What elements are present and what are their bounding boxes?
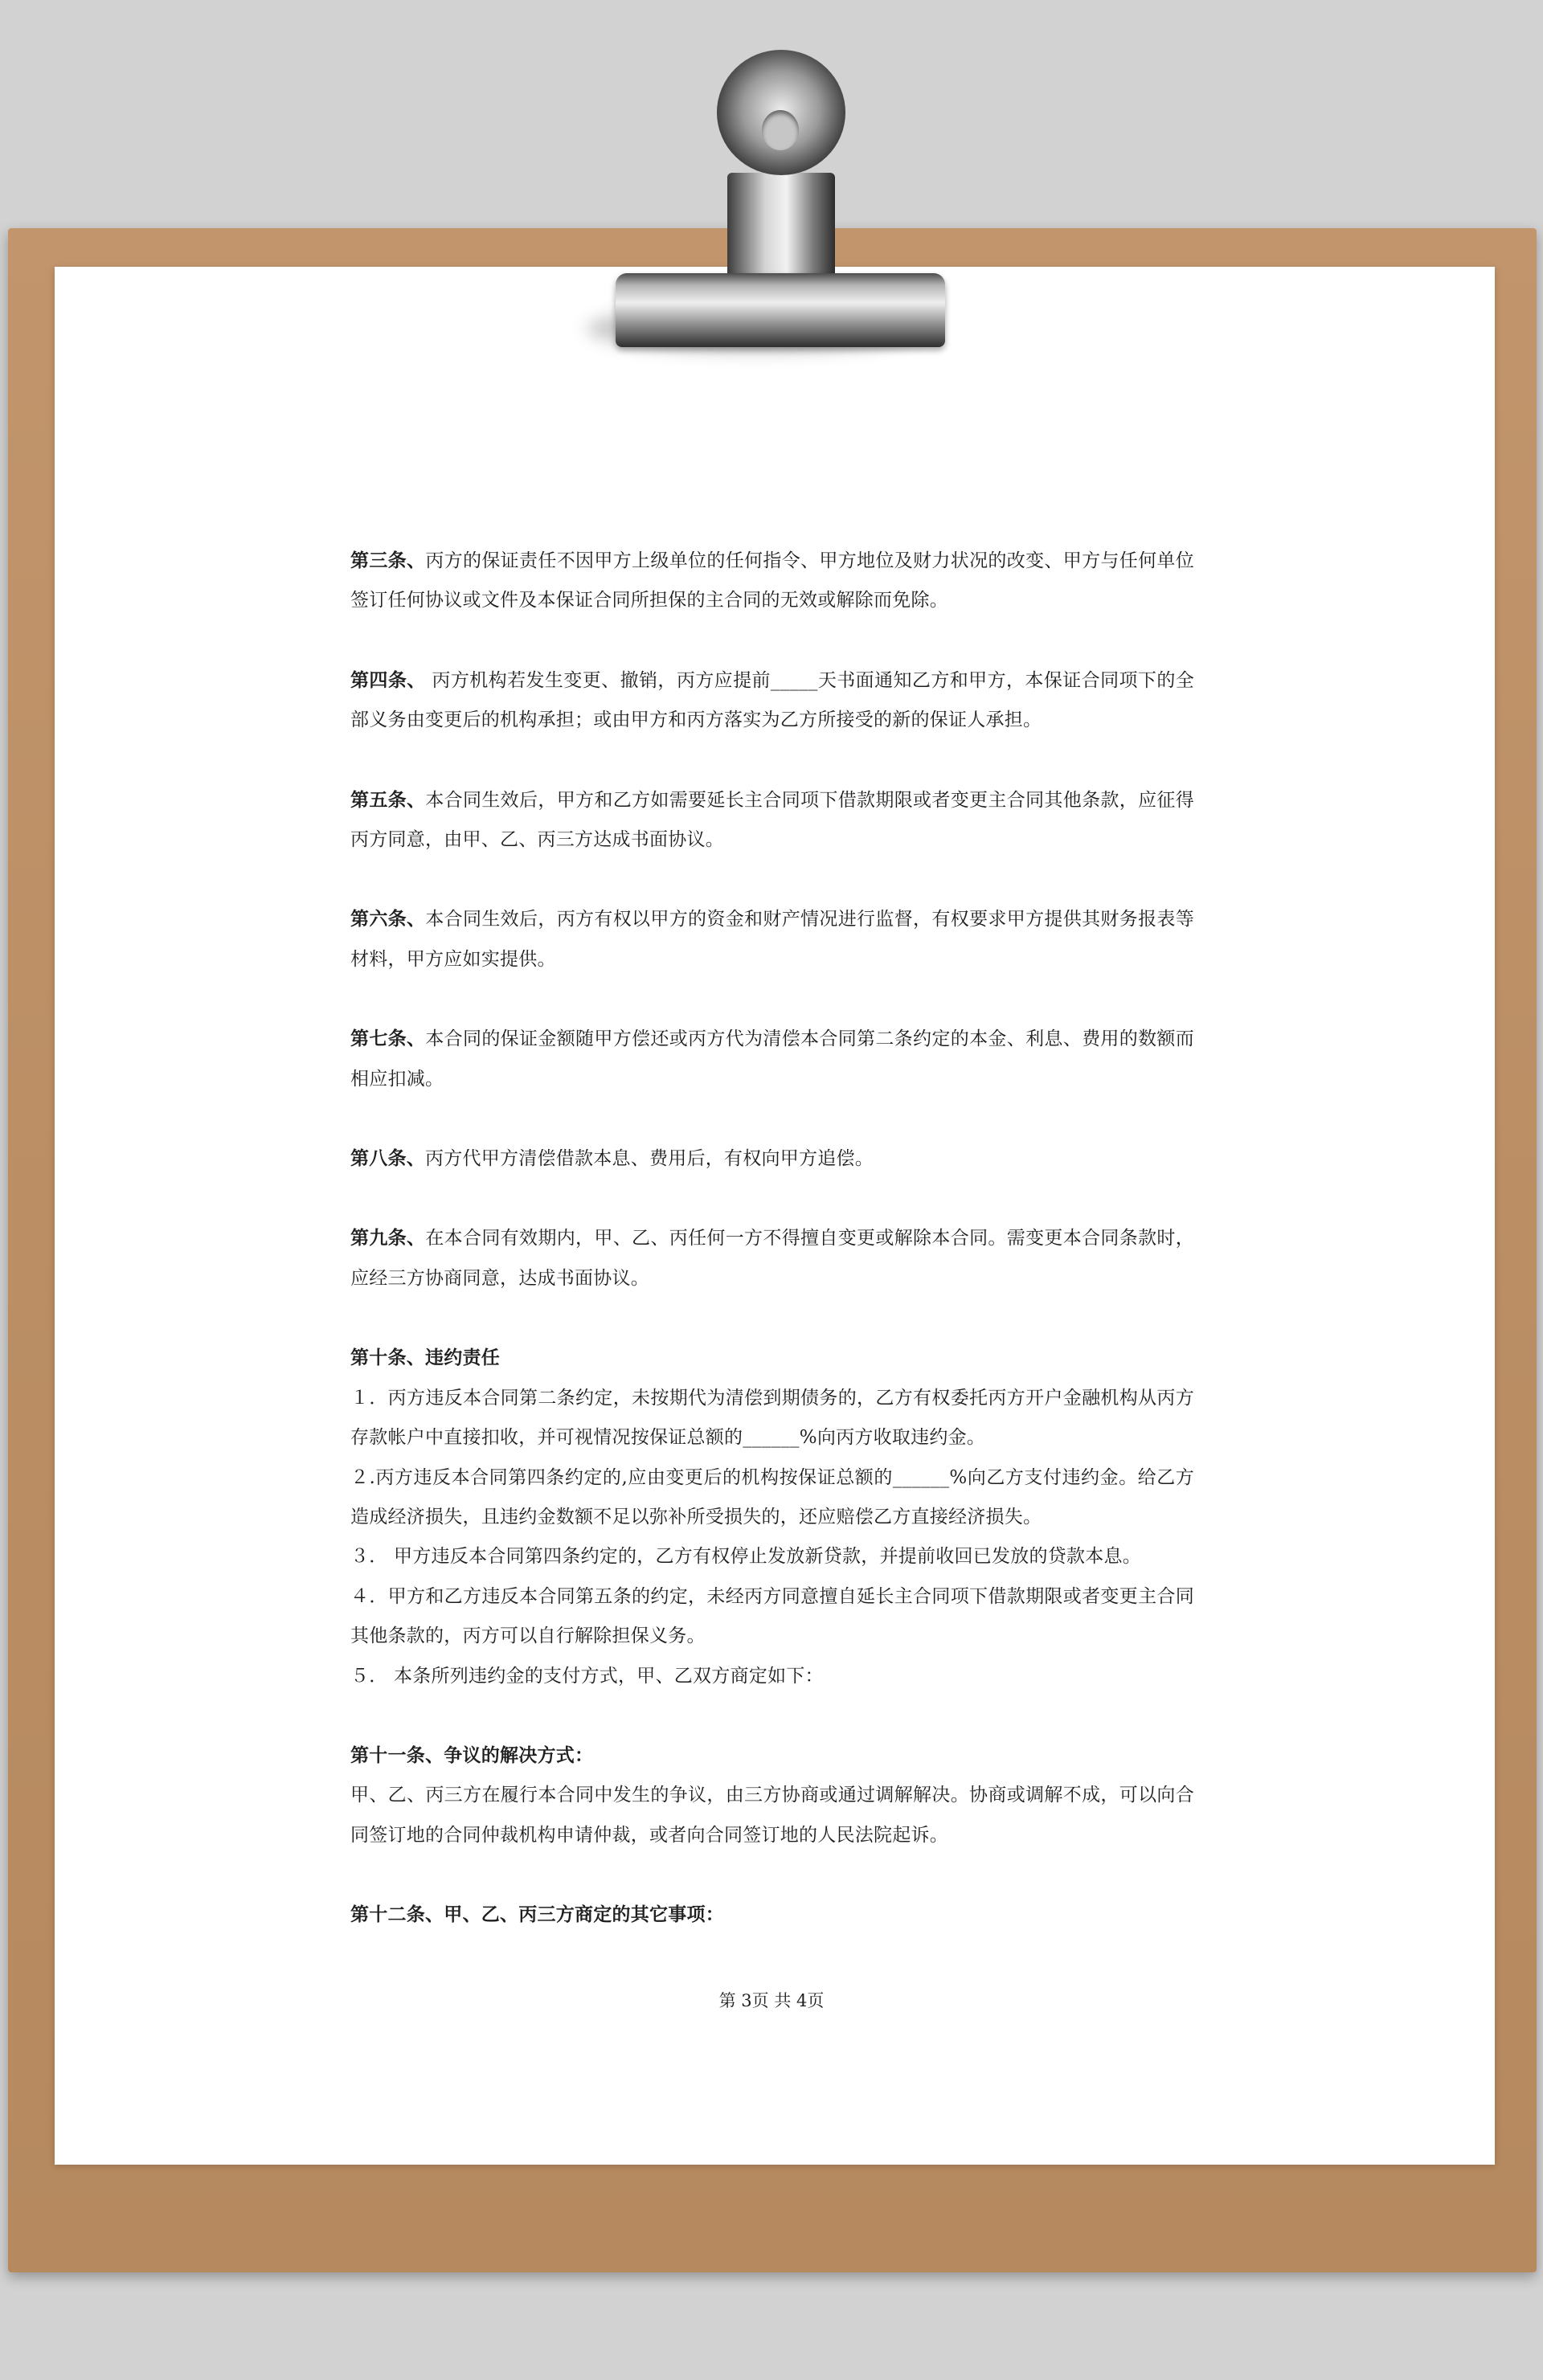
article-5 xyxy=(350,780,1194,861)
binder-clip-stem xyxy=(727,173,835,285)
article-title: 第九条、 xyxy=(350,1227,426,1249)
article-text: 本合同的保证金额随甲方偿还或丙方代为清偿本合同第二条约定的本金、利息、费用的数额而相应扣减。 xyxy=(350,1028,1195,1090)
article-text: 丙方机构若发生变更、撤销，丙方应提前_____天书面通知乙方和甲方，本保证合同项下的全部义务由变更后的机构承担；或由甲方和丙方落实为乙方所接受的新的保证人承担。 xyxy=(350,669,1195,731)
contract-body xyxy=(350,541,1194,1936)
article-text: 本合同生效后，丙方有权以甲方的资金和财产情况进行监督，有权要求甲方提供其财务报表等材料，甲方应如实提供。 xyxy=(350,909,1195,970)
page-number: 第 3页 共 4页 xyxy=(718,1991,825,2010)
article-6 xyxy=(350,899,1194,979)
article-text: 丙方代甲方清偿借款本息、费用后，有权向甲方追偿。 xyxy=(425,1148,874,1170)
article-10-item-2: ２.丙方违反本合同第四条约定的,应由变更后的机构按保证总额的______%向乙方支付违约金。给乙方造成经济损失，且违约金数额不足以弥补所受损失的，还应赔偿乙方直接经济损失。 xyxy=(350,1466,1194,1527)
article-title: 第四条、 xyxy=(350,669,426,691)
article-11-text: 甲、乙、丙三方在履行本合同中发生的争议，由三方协商或通过调解解决。协商或调解不成，可以向合同签订地的合同仲裁机构申请仲裁，或者向合同签订地的人民法院起诉。 xyxy=(350,1785,1194,1846)
article-7 xyxy=(350,1019,1194,1099)
article-text: 在本合同有效期内，甲、乙、丙任何一方不得擅自变更或解除本合同。需变更本合同条款时，应经三方协商同意，达成书面协议。 xyxy=(350,1228,1195,1289)
article-4 xyxy=(350,660,1194,741)
article-title: 第三条、 xyxy=(350,550,426,571)
article-text: 本合同生效后，甲方和乙方如需要延长主合同项下借款期限或者变更主合同其他条款，应征得丙方同意，由甲、乙、丙三方达成书面协议。 xyxy=(350,789,1195,851)
article-title: 第六条、 xyxy=(350,908,426,930)
binder-clip-icon xyxy=(616,273,945,347)
article-12-title: 第十二条、甲、乙、丙三方商定的其它事项： xyxy=(350,1904,724,1926)
article-8 xyxy=(350,1139,1194,1179)
article-10-title: 第十条、违约责任 xyxy=(350,1347,500,1369)
article-10-item-3: ３． 甲方违反本合同第四条约定的，乙方有权停止发放新贷款，并提前收回已发放的贷款本息。 xyxy=(350,1546,1142,1568)
article-10-item-1: １．丙方违反本合同第二条约定，未按期代为清偿到期债务的，乙方有权委托丙方开户金融机构从丙方存款帐户中直接扣收，并可视情况按保证总额的______%向丙方收取违约金。 xyxy=(350,1387,1194,1449)
article-11-title: 第十一条、争议的解决方式： xyxy=(350,1744,594,1766)
article-3 xyxy=(350,541,1194,621)
article-10-item-4: ４．甲方和乙方违反本合同第五条的约定，未经丙方同意擅自延长主合同项下借款期限或者变更主合同其他条款的，丙方可以自行解除担保义务。 xyxy=(350,1585,1194,1647)
article-10-item-5: ５． 本条所列违约金的支付方式，甲、乙双方商定如下： xyxy=(350,1665,824,1687)
article-9 xyxy=(350,1218,1194,1298)
article-title: 第七条、 xyxy=(350,1028,426,1050)
article-text: 丙方的保证责任不因甲方上级单位的任何指令、甲方地位及财力状况的改变、甲方与任何单位签订任何协议或文件及本保证合同所担保的主合同的无效或解除而免除。 xyxy=(350,550,1195,611)
article-title: 第八条、 xyxy=(350,1147,425,1170)
binder-clip-hole xyxy=(762,110,799,150)
article-title: 第五条、 xyxy=(350,788,426,811)
